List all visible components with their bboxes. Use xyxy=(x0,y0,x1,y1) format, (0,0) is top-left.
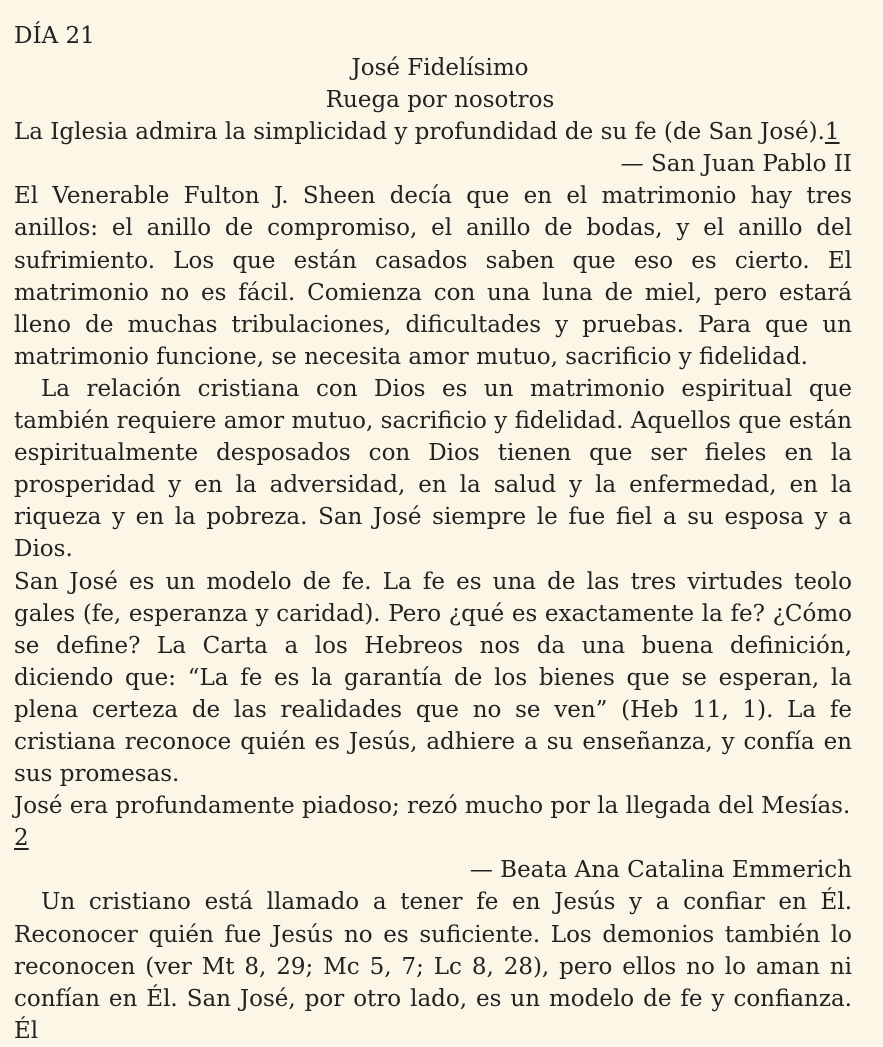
page-subtitle: Ruega por nosotros xyxy=(325,87,555,114)
paragraph-2: La relación cristiana con Dios es un matrimonio espiritual que también requiere amor mutuo, sacrificio y fidelidad. Aquellos que están espiritualmente desposados con Dios tienen que ser fieles en la prosperidad y en la adversidad, en la salud y la enfermedad, en la riqueza y en la pobreza. San José siempre le fue fiel a su esposa y a Dios. xyxy=(14,375,852,563)
paragraph-1: El Venerable Fulton J. Sheen decía que en el matrimonio hay tres anillos: el anillo de compromiso, el anillo de bodas, y el anillo del sufrimiento. Los que están casados saben que eso es cierto. El matrimonio no es fácil. Comienza con una luna de miel, pero estará lleno de muchas tribulaciones, dificultades y pruebas. Para que un matrimonio funcione, se necesita amor mutuo, sacrificio y fidelidad. xyxy=(14,183,852,370)
quote-2-attribution: — Beata Ana Catalina Emmerich xyxy=(469,857,852,884)
quote-1-attribution: — San Juan Pablo II xyxy=(620,151,852,178)
paragraph-3: San José es un modelo de fe. La fe es una de las tres virtudes teolo gales (fe, esperanza y caridad). Pero ¿qué es exactamente la fe? ¿Cómo se define? La Carta a los Hebreos nos da una buena definición, diciendo que: “La fe es la garantía de los bienes que se esperan, la plena certeza de las realidades que no se ven” (Heb 11, 1). La fe cristiana reconoce quién es Jesús, adhiere a su enseñanza, y confía en sus promesas. xyxy=(14,568,852,788)
quote-2 xyxy=(14,790,852,854)
quote-1-text: La Iglesia admira la simplicidad y profundidad de su fe (de San José). xyxy=(14,119,825,146)
day-label: DÍA 21 xyxy=(14,23,95,49)
quote-1 xyxy=(14,116,852,148)
footnote-link-2[interactable]: 2 xyxy=(14,825,29,852)
footnote-link-1[interactable]: 1 xyxy=(824,119,840,146)
page-title: José Fidelísimo xyxy=(351,55,529,81)
quote-2-text: José era profundamente piadoso; rezó mucho por la llegada del Mesías. xyxy=(14,793,851,820)
paragraph-5: Un cristiano está llamado a tener fe en Jesús y a confiar en Él. Reconocer quién fue Jesús no es suficiente. Los demonios también lo reconocen (ver Mt 8, 29; Mc 5, 7; Lc 8, 28), pero ellos no lo aman ni confían en Él. San José, por otro lado, es un modelo de fe y confianza. Él xyxy=(14,889,852,1044)
